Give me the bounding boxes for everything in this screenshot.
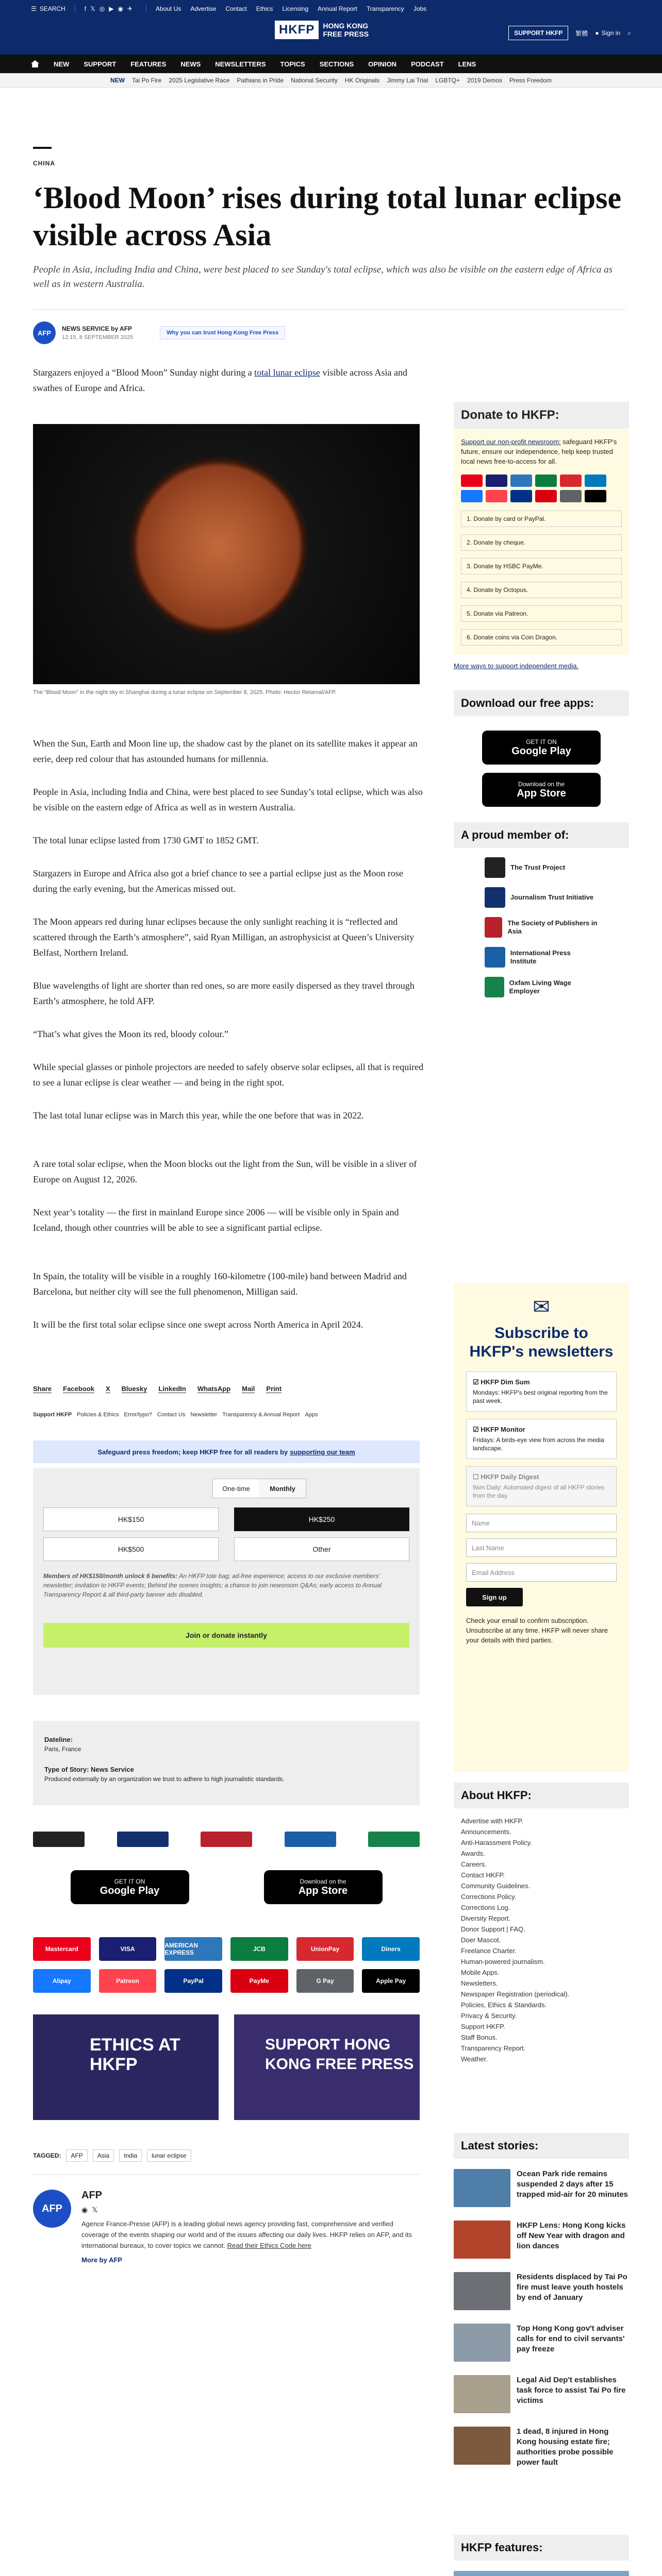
about-link[interactable]: Anti-Harassment Policy. [461, 1839, 532, 1846]
story-thumbnail [454, 2221, 510, 2259]
logo-mark: HKFP [275, 21, 319, 39]
jti-logo[interactable] [117, 1832, 169, 1847]
about-link[interactable]: Announcements. [461, 1828, 511, 1836]
menu-icon: ☰ [31, 5, 37, 12]
newsletter-name-text: HKFP Monitor [481, 1426, 525, 1433]
story-title: Top Hong Kong gov't adviser calls for end to civil servants' pay freeze [517, 2324, 625, 2353]
payment-logo: Diners [362, 1937, 420, 1961]
article-paragraph: The total lunar eclipse lasted from 1730 GMT to 1852 GMT. [33, 835, 259, 845]
frequency-toggle [212, 1479, 306, 1498]
about-link[interactable]: Donor Support | FAQ. [461, 1925, 525, 1933]
user-icon: ● [595, 29, 599, 37]
payment-logo: Mastercard [33, 1937, 91, 1961]
membership-logos [33, 1832, 420, 1847]
card-icon [560, 490, 582, 502]
envelope-icon: ✉ [533, 1296, 550, 1318]
story-type-heading: Type of Story: News Service [44, 1766, 134, 1773]
author-name[interactable]: NEWS SERVICE by AFP [62, 325, 133, 332]
about-link[interactable]: Advertise with HKFP. [461, 1817, 524, 1825]
checkbox-icon[interactable]: ☐ [473, 1473, 479, 1481]
newsletter-desc: 9am Daily: Automated digest of all HKFP stories from the day. [473, 1484, 605, 1499]
donation-form [33, 1468, 420, 1695]
safeguard-banner [33, 1440, 420, 1463]
story-thumbnail [454, 2427, 510, 2465]
app-store-badges [33, 1870, 420, 1904]
story-thumbnail [454, 2324, 510, 2362]
nav-sections[interactable]: SECTIONS [319, 60, 354, 68]
payment-logo: JCB [230, 1937, 288, 1961]
article-paragraph: The last total lunar eclipse was in March this year, while the one before that was in 2022. [33, 1110, 364, 1121]
promo-title: ETHICS AT HKFP [90, 2035, 180, 2074]
newsletter-name-text: HKFP Daily Digest [481, 1473, 539, 1481]
nav-features[interactable]: FEATURES [130, 60, 167, 68]
donate-option[interactable]: 6. Donate coins via Coin Dragon. [461, 629, 622, 646]
article-paragraph: While special glasses or pinhole projectors are needed to safely observe solar eclipses, all that is required to see a lunar eclipse is clear weather — and being in the right spot. [33, 1062, 424, 1088]
about-link[interactable]: Doer Mascot. [461, 1936, 501, 1944]
donate-option[interactable]: 2. Donate by cheque. [461, 534, 622, 551]
nav-opinion[interactable]: OPINION [368, 60, 397, 68]
article-paragraph: Stargazers in Europe and Africa also got a brief chance to see a partial eclipse just as the Moon rose during the early evening, but the Americas missed out. [33, 868, 403, 894]
donate-option[interactable]: 4. Donate by Octopus. [461, 582, 622, 598]
story-title: Residents displaced by Tai Po fire must leave youth hostels by end of January [517, 2273, 627, 2302]
sign-in-label: Sign in [601, 29, 621, 37]
tag[interactable]: AFP [66, 2149, 87, 2162]
dateline-heading: Dateline: [44, 1736, 73, 1743]
trust-project-logo[interactable] [33, 1832, 85, 1847]
nav-support[interactable]: SUPPORT [84, 60, 117, 68]
sopa-icon [485, 917, 502, 938]
ipi-icon [485, 947, 505, 968]
about-heading: About HKFP: [454, 1783, 629, 1808]
member-org[interactable] [485, 887, 598, 908]
logo-line-1: HONG KONG [323, 22, 369, 30]
nav-newsletters[interactable]: NEWSLETTERS [215, 60, 266, 68]
amount-option[interactable]: HK$150 [43, 1507, 219, 1531]
donate-option[interactable]: 5. Donate via Patreon. [461, 605, 622, 622]
newsletter-signup [454, 1283, 629, 1772]
newsletter-name [473, 1378, 610, 1386]
card-icon [510, 490, 532, 502]
support-link[interactable]: Error/typo? [124, 1412, 152, 1418]
share-whatsapp[interactable]: WhatsApp [197, 1385, 231, 1393]
trending-item[interactable]: 2019 Demos [467, 76, 502, 84]
article-paragraph: The Moon appears red during lunar eclipses because the only sunlight reaching it is “reflected and scattered through the Earth’s atmosphere”, said Ryan Milligan, an astrophysicist at Queen’s University Belfast, Northern Ireland. [33, 917, 415, 958]
story-thumbnail [454, 2169, 510, 2207]
payment-logo: Apple Pay [362, 1969, 420, 1993]
category-rule [33, 147, 52, 149]
card-icon [461, 474, 483, 487]
author-box [33, 2190, 420, 2264]
tags-label: TAGGED: [33, 2152, 61, 2159]
member-org[interactable] [485, 857, 598, 878]
sopa-logo[interactable] [201, 1832, 252, 1847]
donate-heading: Donate to HKFP: [454, 402, 629, 429]
member-name: Journalism Trust Initiative [510, 893, 594, 901]
newsletter-option[interactable] [466, 1371, 617, 1412]
amount-option[interactable]: Other [234, 1537, 409, 1561]
donate-payment-icons [461, 474, 622, 502]
topbar-link-contact[interactable]: Contact [225, 5, 247, 12]
app-store-badge[interactable] [264, 1870, 383, 1904]
topbar-link-annual-report[interactable]: Annual Report [318, 5, 357, 12]
dateline-value: Paris, France [44, 1745, 81, 1753]
apps-heading: Download our free apps: [454, 690, 629, 716]
story-title: Legal Aid Dep't establishes task force to assist Tai Po fire victims [517, 2376, 626, 2405]
newsletter-option[interactable] [466, 1419, 617, 1459]
ethics-promo[interactable] [33, 2014, 219, 2120]
features-section [454, 2535, 629, 2576]
about-link[interactable]: Newspaper Registration (periodical). [461, 1990, 570, 1998]
latest-story[interactable] [454, 2427, 629, 2468]
trending-item[interactable]: National Security [291, 76, 338, 84]
logo-line-2: FREE PRESS [323, 30, 369, 38]
store-name: App Store [298, 1885, 348, 1896]
donate-text-body: safeguard HKFP's future, ensure our independence, help keep trusted local news free-to-access for all. [461, 438, 617, 465]
article-dek: People in Asia, including India and China, were best placed to see Sunday's total eclipse, which was also be visible on the eastern edge of Africa as well as in western Australia. [33, 264, 613, 290]
payment-logo: G Pay [296, 1969, 354, 1993]
story-thumbnail [454, 2375, 510, 2413]
member-name: The Society of Publishers in Asia [507, 919, 598, 935]
support-link[interactable]: Apps [305, 1412, 318, 1418]
blood-moon-photo [33, 424, 420, 684]
topbar-link-jobs[interactable]: Jobs [413, 5, 427, 12]
feature-story[interactable] [454, 2571, 629, 2576]
features-heading: HKFP features: [454, 2535, 629, 2561]
nav-news[interactable]: NEWS [180, 60, 201, 68]
category-label[interactable]: CHINA [33, 160, 55, 167]
share-x[interactable]: X [105, 1385, 110, 1393]
about-link[interactable]: Corrections Log. [461, 1904, 510, 1911]
store-small-text: Download on the [518, 780, 565, 788]
card-icon [510, 474, 532, 487]
about-link[interactable]: Community Guidelines. [461, 1882, 531, 1890]
latest-heading: Latest stories: [454, 2133, 629, 2159]
payment-logo: PayMe [230, 1969, 288, 1993]
more-by-author-link[interactable]: More by AFP [81, 2256, 122, 2264]
last-name-field[interactable]: Last Name [466, 1538, 617, 1557]
photo-caption: The “Blood Moon” in the night sky in Shanghai during a lunar eclipse on September 8, 2025. Photo: Hector Retamal/AFP. [33, 689, 337, 696]
member-org[interactable] [485, 917, 598, 938]
divider [33, 309, 626, 310]
card-icon [585, 474, 606, 487]
tag-list [33, 2149, 191, 2162]
latest-story[interactable] [454, 2272, 629, 2310]
story-title: 1 dead, 8 injured in Hong Kong housing estate fire; authorities probe possible power fault [517, 2427, 614, 2467]
author-avatar[interactable]: AFP [33, 321, 56, 344]
monthly-tab[interactable]: Monthly [259, 1479, 306, 1498]
member-heading: A proud member of: [454, 822, 629, 848]
membership-note-lead: Members of HK$150/month unlock 6 benefits: [43, 1572, 179, 1580]
share-bar [33, 1385, 282, 1393]
about-link[interactable]: Careers. [461, 1860, 487, 1868]
donate-text [461, 437, 622, 466]
email-field[interactable]: Email Address [466, 1563, 617, 1582]
search-icon[interactable]: ⌕ [627, 29, 631, 37]
story-info-box [33, 1721, 420, 1805]
oxfam-logo[interactable] [368, 1832, 420, 1847]
author-avatar[interactable]: AFP [33, 2190, 71, 2228]
search-label: SEARCH [39, 5, 65, 12]
support-link[interactable]: Policies & Ethics [77, 1412, 119, 1418]
jti-icon [485, 887, 505, 908]
support-team-link[interactable]: supporting our team [290, 1448, 355, 1456]
tag[interactable]: Asia [93, 2149, 114, 2162]
support-link[interactable]: Transparency & Annual Report [222, 1412, 300, 1418]
trust-project-icon [485, 857, 505, 878]
latest-story[interactable] [454, 2324, 629, 2362]
sign-up-button[interactable]: Sign up [466, 1588, 523, 1606]
about-link[interactable]: Privacy & Security. [461, 2012, 517, 2020]
article-paragraph: When the Sun, Earth and Moon line up, the shadow cast by the planet on its satellite makes it appear an eerie, deep red colour that has astounded humans for millennia. [33, 738, 418, 764]
about-link[interactable]: Contact HKFP. [461, 1871, 505, 1879]
latest-stories [454, 2133, 629, 2481]
intro-text: visible across Asia and swathes of Europe and Africa. [33, 367, 408, 393]
checkbox-checked-icon[interactable]: ☑ [473, 1426, 479, 1433]
about-link[interactable]: Transparency Report. [461, 2044, 526, 2052]
trending-item[interactable]: Jimmy Lai Trial [387, 76, 428, 84]
safeguard-text: Safeguard press freedom; keep HKFP free for all readers by [97, 1448, 288, 1456]
name-field[interactable]: Name [466, 1514, 617, 1532]
social-icons[interactable]: f𝕏◎▶◉✈ [84, 5, 137, 12]
sidebar [454, 402, 629, 1007]
share-mail[interactable]: Mail [242, 1385, 255, 1393]
about-link[interactable]: Human-powered journalism. [461, 1958, 545, 1965]
topbar-link-transparency[interactable]: Transparency [366, 5, 404, 12]
newsletter-option[interactable] [466, 1466, 617, 1506]
trust-link[interactable]: Why you can trust Hong Kong Free Press [160, 326, 285, 340]
support-hkfp-button[interactable]: SUPPORT HKFP [508, 26, 568, 40]
topbar-link-advertise[interactable]: Advertise [190, 5, 217, 12]
article-paragraph: Next year’s totality — the first in mainland Europe since 2006 — will be visible only in Spain and Iceland, though other countries will be able to see a significant partial eclipse. [33, 1207, 399, 1233]
lunar-eclipse-link[interactable]: total lunar eclipse [254, 367, 321, 378]
about-link[interactable]: Diversity Report. [461, 1914, 511, 1922]
share-label: Share [33, 1385, 52, 1393]
story-thumbnail [454, 2272, 510, 2310]
app-store-badge[interactable] [482, 773, 601, 807]
payment-logo: PayPal [164, 1969, 222, 1993]
support-link[interactable]: Contact Us [157, 1412, 186, 1418]
article-intro [33, 365, 425, 396]
trending-item[interactable]: 2025 Legislative Race [169, 76, 230, 84]
newsletter-name-text: HKFP Dim Sum [481, 1378, 530, 1386]
share-bluesky[interactable]: Bluesky [121, 1385, 147, 1393]
about-link[interactable]: Support HKFP. [461, 2023, 505, 2030]
donate-option[interactable]: 1. Donate by card or PayPal. [461, 511, 622, 527]
member-name: International Press Institute [510, 949, 571, 965]
latest-story[interactable] [454, 2375, 629, 2413]
checkbox-checked-icon[interactable]: ☑ [473, 1378, 479, 1386]
support-link[interactable]: Support HKFP [33, 1412, 72, 1418]
card-icon [535, 490, 557, 502]
author-box-name[interactable]: AFP [81, 2190, 102, 2201]
store-name: Google Play [511, 745, 571, 757]
share-print[interactable]: Print [266, 1385, 282, 1393]
support-promo[interactable] [234, 2014, 420, 2120]
member-org[interactable] [485, 947, 598, 968]
trending-item[interactable]: Tai Po Fire [131, 76, 162, 84]
about-link[interactable]: Corrections Policy. [461, 1893, 517, 1901]
amount-option[interactable]: HK$500 [43, 1537, 219, 1561]
nav-podcast[interactable]: PODCAST [411, 60, 444, 68]
nav-topics[interactable]: TOPICS [280, 60, 305, 68]
tag[interactable]: lunar eclipse [147, 2149, 191, 2162]
article-title: ‘Blood Moon’ rises during total lunar eclipse visible across Asia [33, 181, 622, 252]
support-link[interactable]: Newsletter [190, 1412, 218, 1418]
membership-note-text: An HKFP tote bag; ad-free experience; access to our exclusive members' newsletter; invitation to HKFP events; Behind the scenes insights; a chance to join newsroom Q&As; early access to Annual Transparency Report & all third-party banner ads disabled. [43, 1572, 382, 1598]
trending-item[interactable]: Press Freedom [509, 76, 552, 84]
support-newsroom-link[interactable]: Support our non-profit newsroom: [461, 438, 561, 446]
payment-logo: AMERICAN EXPRESS [164, 1937, 222, 1961]
store-small-text: GET IT ON [114, 1877, 145, 1885]
card-icon [486, 490, 507, 502]
store-name: App Store [517, 787, 566, 799]
nav-new[interactable]: NEW [54, 60, 70, 68]
article-paragraph: It will be the first total solar eclipse since one swept across North America in April 2024. [33, 1319, 363, 1330]
member-name: The Trust Project [510, 863, 566, 871]
story-type-desc: Produced externally by an organization we trust to adhere to high journalistic standards. [44, 1775, 285, 1783]
language-switch[interactable]: 繁體 [575, 29, 588, 37]
about-list [454, 1816, 629, 2064]
topbar-link-licensing[interactable]: Licensing [282, 5, 309, 12]
nav-lens[interactable]: LENS [458, 60, 476, 68]
story-title: HKFP Lens: Hong Kong kicks off New Year with dragon and lion dances [517, 2221, 626, 2250]
membership-note [43, 1571, 409, 1599]
card-icon [535, 474, 557, 487]
store-small-text: Download on the [300, 1877, 346, 1885]
about-link[interactable]: Staff Bonus. [461, 2033, 498, 2041]
latest-story[interactable] [454, 2169, 629, 2207]
newsletter-confirm-text: Check your email to confirm subscription. Unsubscribe at any time. HKFP will never share your details with third parties. [466, 1617, 608, 1644]
divider [33, 2174, 420, 2175]
author-bio-text: Agence France-Presse (AFP) is a leading global news agency providing fast, comprehensive and verified coverage of the events shaping our world and of the issues affecting our daily lives. HKFP relies on AFP, and its international bureaux, to cover topics we cannot. [81, 2220, 412, 2249]
google-play-badge[interactable] [482, 731, 601, 765]
donate-panel [454, 429, 629, 655]
trending-item[interactable]: HK Originals [344, 76, 380, 84]
about-link[interactable]: Mobile Apps. [461, 1969, 500, 1976]
amount-option-selected[interactable]: HK$250 [234, 1507, 409, 1531]
payment-logo: Patreon [99, 1969, 157, 1993]
publish-date: 12:15, 8 SEPTEMBER 2025 [62, 334, 134, 341]
google-play-badge[interactable] [71, 1870, 189, 1904]
newsletter-name [473, 1473, 610, 1481]
story-title: Ocean Park ride remains suspended 2 days after 15 trapped mid-air for 20 minutes [517, 2170, 628, 2199]
about-section [454, 1783, 629, 2064]
one-time-tab[interactable]: One-time [222, 1484, 250, 1493]
about-link[interactable]: Newsletters. [461, 1979, 498, 1987]
author-bio [81, 2218, 420, 2251]
share-facebook[interactable]: Facebook [63, 1385, 94, 1393]
about-link[interactable]: Weather. [461, 2055, 488, 2063]
article-paragraph: In Spain, the totality will be visible in a roughly 160-kilometre (100-mile) band between Madrid and Barcelona, but neither city will see the full phenomenon, Milligan said. [33, 1271, 407, 1297]
article-paragraph: Blue wavelengths of light are shorter than red ones, so are more easily dispersed as they travel through Earth’s atmosphere, he told AFP. [33, 980, 415, 1006]
member-org[interactable] [485, 977, 598, 997]
feature-image [454, 2571, 629, 2576]
card-icon [585, 490, 606, 502]
article-paragraph: “That’s what gives the Moon its red, bloody colour.” [33, 1029, 228, 1039]
trending-item[interactable]: Pathians in Pride [237, 76, 284, 84]
about-link[interactable]: Freelance Charter. [461, 1947, 517, 1955]
payment-methods [33, 1937, 420, 1993]
intro-text: Stargazers enjoyed a “Blood Moon” Sunday night during a [33, 367, 255, 378]
article-paragraph: People in Asia, including India and China, were best placed to see Sunday’s total eclipse, which was also be visible on the eastern edge of Africa as well as in western Australia. [33, 787, 423, 812]
ipi-logo[interactable] [285, 1832, 336, 1847]
support-links [33, 1412, 318, 1418]
tag[interactable]: India [119, 2149, 142, 2162]
promo-title: SUPPORT HONG KONG FREE PRESS [265, 2036, 414, 2073]
payment-logo: VISA [99, 1937, 157, 1961]
about-link[interactable]: Policies, Ethics & Standards. [461, 2001, 547, 2009]
article-paragraph: A rare total solar eclipse, when the Moon blocks out the light from the Sun, will be visible in a sliver of Europe on August 12, 2026. [33, 1159, 417, 1184]
newsletter-name [473, 1426, 610, 1434]
share-linkedin[interactable]: LinkedIn [158, 1385, 186, 1393]
trending-new-label: NEW [110, 76, 125, 84]
topbar-link-about[interactable]: About Us [156, 5, 181, 12]
more-ways-link[interactable]: More ways to support independent media. [454, 662, 579, 670]
byline [33, 321, 285, 344]
card-icon [486, 474, 507, 487]
card-icon [560, 474, 582, 487]
newsletter-desc: Mondays: HKFP's best original reporting from the past week. [473, 1389, 608, 1404]
donate-option[interactable]: 3. Donate by HSBC PayMe. [461, 558, 622, 574]
trending-item[interactable]: LGBTQ+ [435, 76, 460, 84]
store-small-text: GET IT ON [526, 738, 557, 745]
payment-logo: UnionPay [296, 1937, 354, 1961]
payment-logo: Alipay [33, 1969, 91, 1993]
about-link[interactable]: Awards. [461, 1850, 485, 1857]
newsletter-heading: Subscribe to HKFP's newsletters [469, 1325, 614, 1360]
member-name: Oxfam Living Wage Employer [509, 979, 571, 995]
donate-options [461, 511, 622, 646]
oxfam-icon [485, 977, 504, 997]
topbar-link-ethics[interactable]: Ethics [256, 5, 273, 12]
join-donate-button[interactable]: Join or donate instantly [43, 1623, 409, 1648]
newsletter-desc: Fridays: A birds-eye view from across the media landscape. [473, 1436, 604, 1452]
store-name: Google Play [100, 1885, 160, 1896]
latest-story[interactable] [454, 2221, 629, 2259]
card-icon [461, 490, 483, 502]
ethics-code-link[interactable]: Read their Ethics Code here [227, 2242, 311, 2249]
author-social-icons[interactable]: ◉𝕏 [81, 2206, 102, 2214]
